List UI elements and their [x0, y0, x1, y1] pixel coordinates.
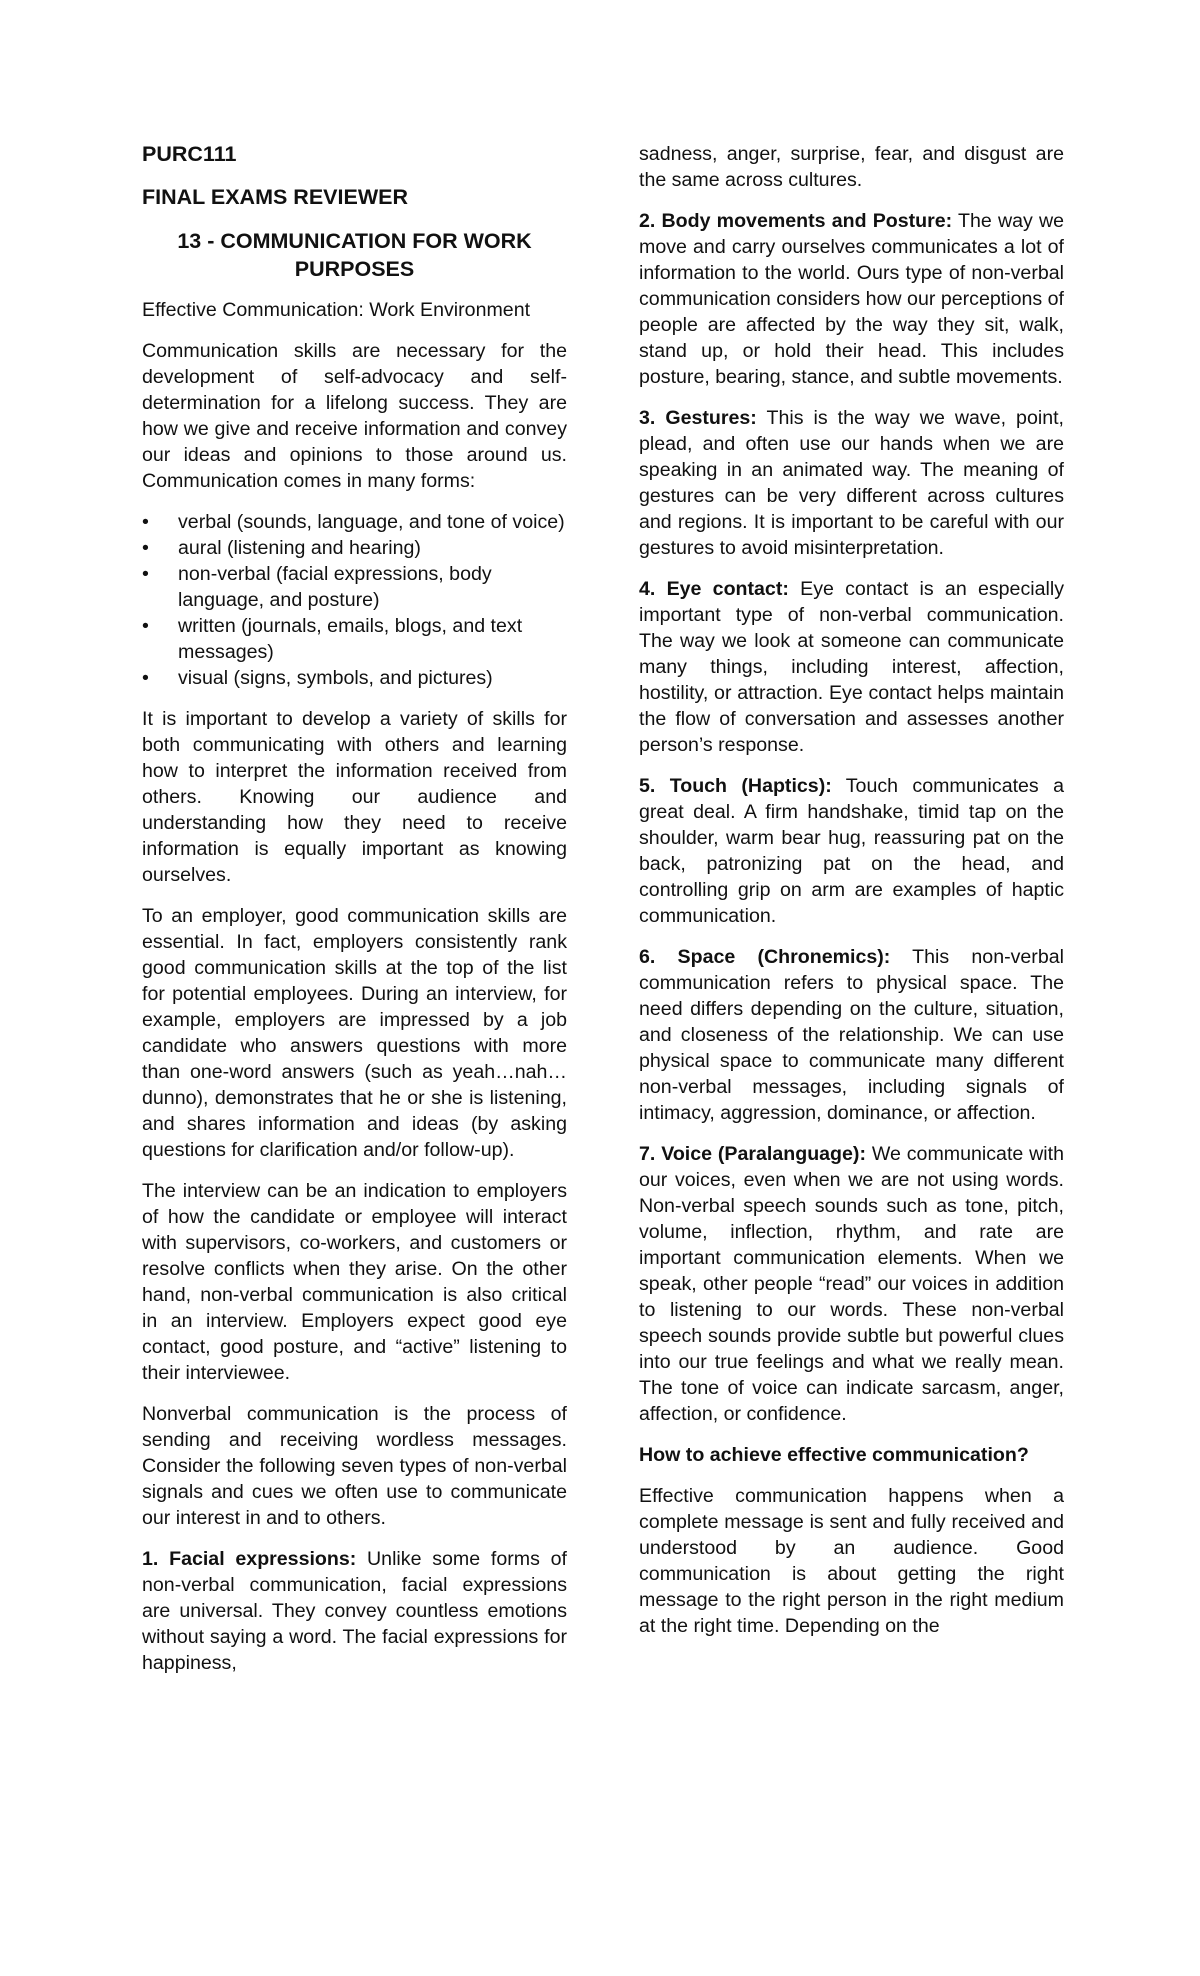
bullet-glyph: •	[142, 667, 149, 689]
type-label: 1. Facial expressions:	[142, 1548, 357, 1570]
paragraph-employer: To an employer, good communication skills are essential. In fact, employers consistently rank good communication skills at the top of the list for potential employees. During an interview, for example, employers are impressed by a job candidate who answers questions with more than one-word answers (such as yeah…nah…dunno), demonstrates that he or she is listening, and shares information and ideas (by asking questions for clarification and/or follow-up).	[142, 905, 567, 1161]
course-code: PURC111	[142, 142, 237, 166]
type-label: 5. Touch (Haptics):	[639, 775, 832, 797]
paragraph-voice	[639, 1141, 1064, 1427]
paragraph-body-movements	[639, 208, 1064, 390]
paragraph-facial-expressions	[142, 1546, 567, 1676]
bullet-glyph: •	[142, 511, 149, 533]
paragraph-skills-variety: It is important to develop a variety of skills for both communicating with others and learning how to interpret the information received from others. Knowing our audience and understanding how they need to receive information is equally important as knowing ourselves.	[142, 708, 567, 886]
type-label: 4. Eye contact:	[639, 578, 789, 600]
paragraph-communication-skills: Communication skills are necessary for the development of self-advocacy and self-determination for a lifelong success. They are how we give and receive information and convey our ideas and opinions to those around us. Communication comes in many forms:	[142, 340, 567, 492]
list-item-text: written (journals, emails, blogs, and text messages)	[178, 615, 523, 663]
paragraph-nonverbal-intro: Nonverbal communication is the process of sending and receiving wordless messages. Consider the following seven types of non-verbal signals and cues we often use to communicate our interest in and to others.	[142, 1403, 567, 1529]
left-column	[142, 140, 567, 1691]
question-heading	[639, 1442, 1064, 1468]
type-text: This is the way we wave, point, plead, and often use our hands when we are speaking in an animated way. The meaning of gestures can be very different across cultures and regions. It is important to be careful with our gestures to avoid misinterpretation.	[639, 407, 1064, 559]
section-subheading: Effective Communication: Work Environment	[142, 299, 531, 321]
right-column	[639, 141, 1064, 1654]
bullet-glyph: •	[142, 615, 149, 637]
list-item-text: verbal (sounds, language, and tone of voice)	[178, 511, 565, 533]
list-item-text: non-verbal (facial expressions, body language, and posture)	[178, 563, 492, 611]
type-text: This non-verbal communication refers to physical space. The need differs depending on the culture, situation, and closeness of the relationship. We can use physical space to communicate many different non-verbal messages, including signals of intimacy, aggression, dominance, or affection.	[639, 946, 1064, 1124]
list-item	[142, 665, 567, 691]
list-item-text: visual (signs, symbols, and pictures)	[178, 667, 493, 689]
list-item	[142, 509, 567, 535]
list-item	[142, 613, 567, 665]
list-item	[142, 561, 567, 613]
type-text: We communicate with our voices, even when we are not using words. Non-verbal speech sounds such as tone, pitch, volume, inflection, rhythm, and rate are important communication elements. When we speak, other people “read” our voices in addition to listening to our words. These non-verbal speech sounds provide subtle but powerful clues into our true feelings and what we really mean. The tone of voice can indicate sarcasm, anger, affection, or confidence.	[639, 1143, 1065, 1425]
type-text: Eye contact is an especially important type of non-verbal communication. The way we look at someone can communicate many things, including interest, affection, hostility, or attraction. Eye contact helps maintain the flow of conversation and assesses another person’s response.	[639, 578, 1065, 756]
paragraph-facial-continued: sadness, anger, surprise, fear, and disgust are the same across cultures.	[639, 143, 1064, 191]
paragraph-effective-communication: Effective communication happens when a complete message is sent and fully received and understood by an audience. Good communication is about getting the right message to the right person in the right medium at the right time. Depending on the	[639, 1485, 1064, 1637]
question-text: How to achieve effective communication?	[639, 1444, 1029, 1466]
list-item	[142, 535, 567, 561]
type-label: 3. Gestures:	[639, 407, 757, 429]
bullet-glyph: •	[142, 537, 149, 559]
paragraph-space	[639, 944, 1064, 1126]
paragraph-gestures	[639, 405, 1064, 561]
type-label: 2. Body movements and Posture:	[639, 210, 953, 232]
bullet-glyph: •	[142, 563, 149, 585]
paragraph-touch	[639, 773, 1064, 929]
communication-forms-list	[142, 509, 567, 691]
type-text: Unlike some forms of non-verbal communication, facial expressions are universal. They convey countless emotions without saying a word. The facial expressions for happiness,	[142, 1548, 567, 1674]
type-text: Touch communicates a great deal. A firm handshake, timid tap on the shoulder, warm bear hug, reassuring pat on the back, patronizing pat on the head, and controlling grip on arm are examples of haptic communication.	[639, 775, 1064, 927]
type-label: 6. Space (Chronemics):	[639, 946, 891, 968]
type-text: The way we move and carry ourselves communicates a lot of information to the world. Ours type of non-verbal communication considers how our perceptions of people are affected by the way they sit, walk, stand up, or hold their head. This includes posture, bearing, stance, and subtle movements.	[639, 210, 1064, 388]
section-title: 13 - COMMUNICATION FOR WORK PURPOSES	[177, 229, 532, 281]
type-label: 7. Voice (Paralanguage):	[639, 1143, 866, 1165]
list-item-text: aural (listening and hearing)	[178, 537, 421, 559]
paragraph-interview: The interview can be an indication to employers of how the candidate or employee will interact with supervisors, co-workers, and customers or resolve conflicts when they arise. On the other hand, non-verbal communication is also critical in an interview. Employers expect good eye contact, good posture, and “active” listening to their interviewee.	[142, 1180, 567, 1384]
paragraph-eye-contact	[639, 576, 1064, 758]
document-title: FINAL EXAMS REVIEWER	[142, 185, 408, 209]
